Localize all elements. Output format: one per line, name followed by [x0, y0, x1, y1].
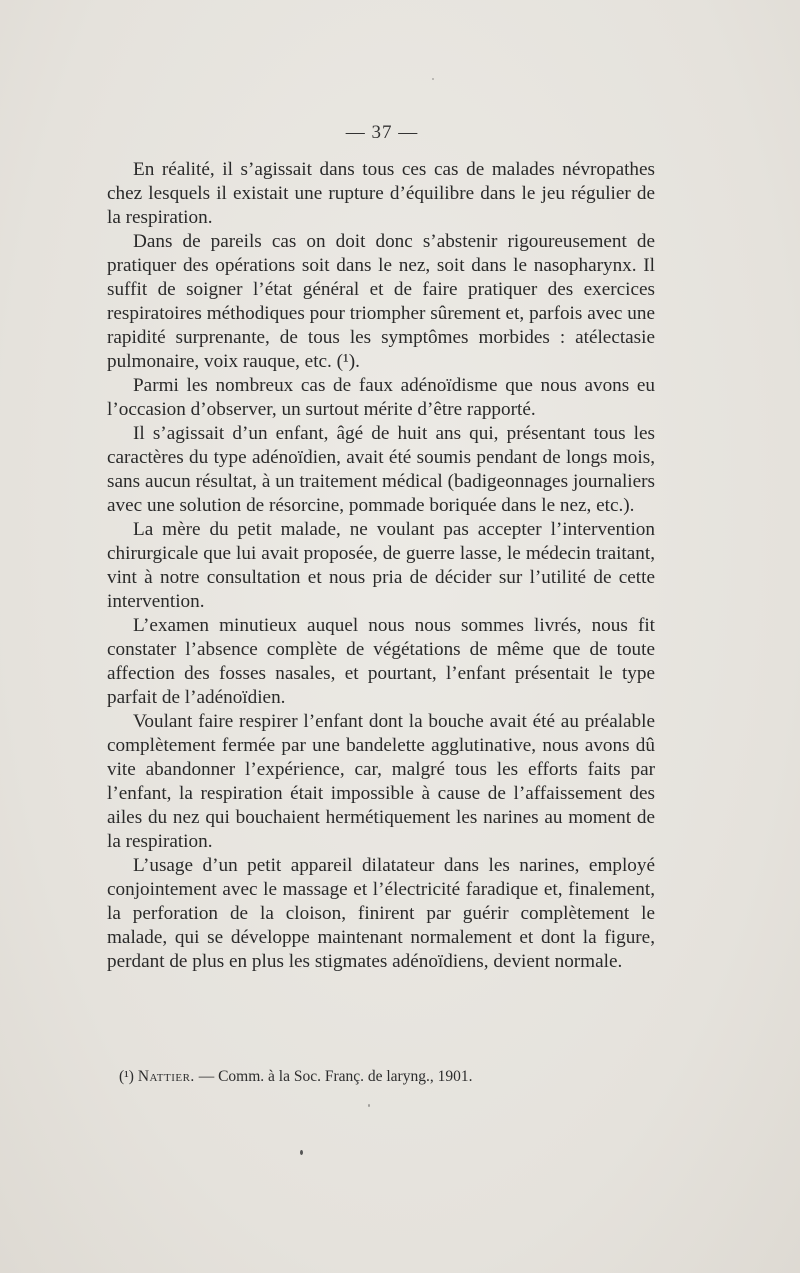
footnote-text: — Comm. à la Soc. Franç. de laryng., 1901.	[198, 1068, 473, 1085]
paragraph: Dans de pareils cas on doit donc s’abstenir rigoureusement de pratiquer des opérations soit dans le nez, soit dans le nasopharynx. Il suffit de soigner l’état général et de faire pratiquer des exercices respiratoires méthodiques pour triompher sûrement et, parfois avec une rapidité surprenante, de tous les symptômes morbides : atélectasie pulmonaire, voix rauque, etc. (¹).	[107, 231, 655, 372]
footnote-marker: (¹)	[119, 1068, 134, 1085]
paragraph: En réalité, il s’agissait dans tous ces cas de malades névropathes chez lesquels il existait une rupture d’équilibre dans le jeu régulier de la respiration.	[107, 159, 655, 228]
page-number: — 37 —	[345, 122, 419, 143]
paragraph: L’usage d’un petit appareil dilatateur dans les narines, employé conjointement avec le massage et l’électricité faradique et, finalement, la perforation de la cloison, finirent par guérir complètement le malade, qui se développe maintenant normalement et dont la figure, perdant de plus en plus les stigmates adénoïdiens, devient normale.	[107, 855, 655, 972]
paragraph: La mère du petit malade, ne voulant pas accepter l’intervention chirurgicale que lui avait proposée, de guerre lasse, le médecin traitant, vint à notre consultation et nous pria de décider sur l’utilité de cette intervention.	[107, 519, 655, 612]
body-text	[107, 158, 655, 974]
paper-speck	[368, 1104, 370, 1107]
footnote	[119, 1067, 659, 1087]
paper-speck	[432, 78, 434, 80]
paragraph: L’examen minutieux auquel nous nous sommes livrés, nous fit constater l’absence complète de végétations de même que de toute affection des fosses nasales, et pourtant, l’enfant présentait le type parfait de l’adénoïdien.	[107, 615, 655, 708]
paper-speck	[300, 1150, 303, 1155]
paragraph: Parmi les nombreux cas de faux adénoïdisme que nous avons eu l’occasion d’observer, un surtout mérite d’être rapporté.	[107, 375, 655, 420]
paragraph: Il s’agissait d’un enfant, âgé de huit ans qui, présentant tous les caractères du type adénoïdien, avait été soumis pendant de longs mois, sans aucun résultat, à un traitement médical (badigeonnages journaliers avec une solution de résorcine, pommade boriquée dans le nez, etc.).	[107, 423, 655, 516]
paragraph: Voulant faire respirer l’enfant dont la bouche avait été au préalable complètement fermée par une bandelette agglutinative, nous avons dû vite abandonner l’expérience, car, malgré tous les efforts faits par l’enfant, la respiration était impossible à cause de l’affaissement des ailes du nez qui bouchaient hermétiquement les narines au moment de la respiration.	[107, 711, 655, 852]
footnote-author: Nattier.	[137, 1068, 195, 1085]
